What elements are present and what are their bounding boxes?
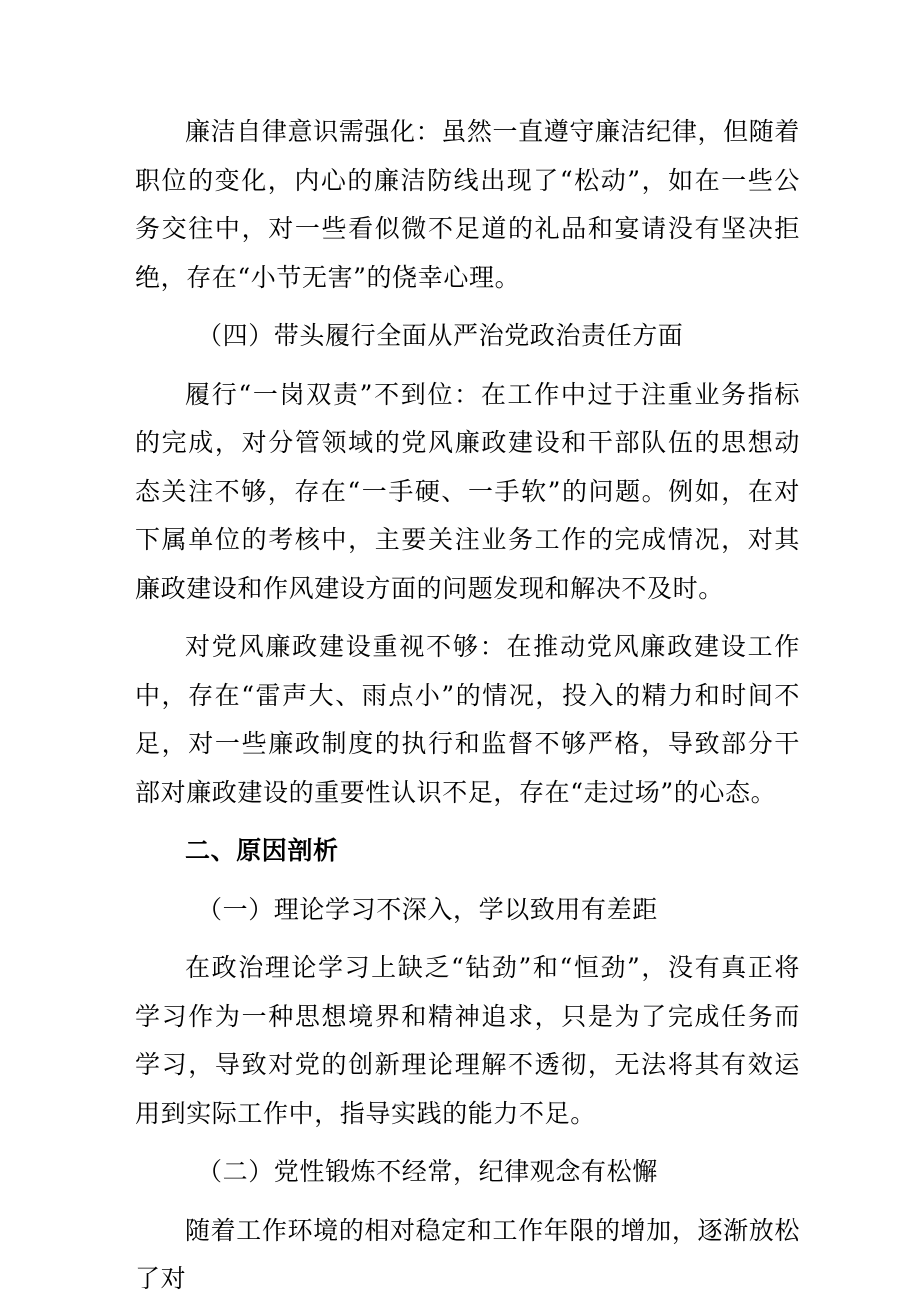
paragraph-gap	[135, 302, 800, 312]
document-body	[135, 108, 800, 1304]
paragraph-theory-study: 在政治理论学习上缺乏“钻劲”和“恒劲”，没有真正将学习作为一种思想境界和精神追求，只是为了完成任务而学习，导致对党的创新理论理解不透彻，无法将其有效运用到实际工作中，指导实践的能力不足。	[135, 953, 800, 1128]
paragraph-gap	[135, 1197, 800, 1207]
subheading-one: （一）理论学习不深入，学以致用有差距	[197, 894, 658, 924]
subheading-four: （四）带头履行全面从严治党政治责任方面	[197, 321, 684, 350]
paragraph-gap	[135, 613, 800, 623]
paragraph-party-conduct: 对党风廉政建设重视不够：在推动党风廉政建设工作中，存在“雷声大、雨点小”的情况，投入的精力和时间不足，对一些廉政制度的执行和监督不够严格，导致部分干部对廉政建设的重要性认识不足，存在“走过场”的心态。	[135, 632, 800, 807]
paragraph-gap	[135, 876, 800, 886]
section-heading-cause-analysis: 二、原因剖析	[185, 836, 339, 865]
paragraph-gap	[135, 361, 800, 371]
paragraph-integrity-self-discipline: 廉洁自律意识需强化：虽然一直遵守廉洁纪律，但随着职位的变化，内心的廉洁防线出现了“松动”，如在一些公务交往中，对一些看似微不足道的礼品和宴请没有坚决拒绝，存在“小节无害”的侥幸心理。	[135, 117, 800, 292]
paragraph-gap	[135, 934, 800, 944]
paragraph-gap	[135, 817, 800, 827]
subheading-two: （二）党性锻炼不经常，纪律观念有松懈	[197, 1157, 658, 1186]
paragraph-gap	[135, 1138, 800, 1148]
paragraph-dual-responsibility: 履行“一岗双责”不到位：在工作中过于注重业务指标的完成，对分管领域的党风廉政建设和干部队伍的思想动态关注不够，存在“一手硬、一手软”的问题。例如，在对下属单位的考核中，主要关注业务工作的完成情况，对其廉政建设和作风建设方面的问题发现和解决不及时。	[135, 379, 800, 603]
paragraph-work-environment: 随着工作环境的相对稳定和工作年限的增加，逐渐放松了对	[135, 1215, 800, 1293]
